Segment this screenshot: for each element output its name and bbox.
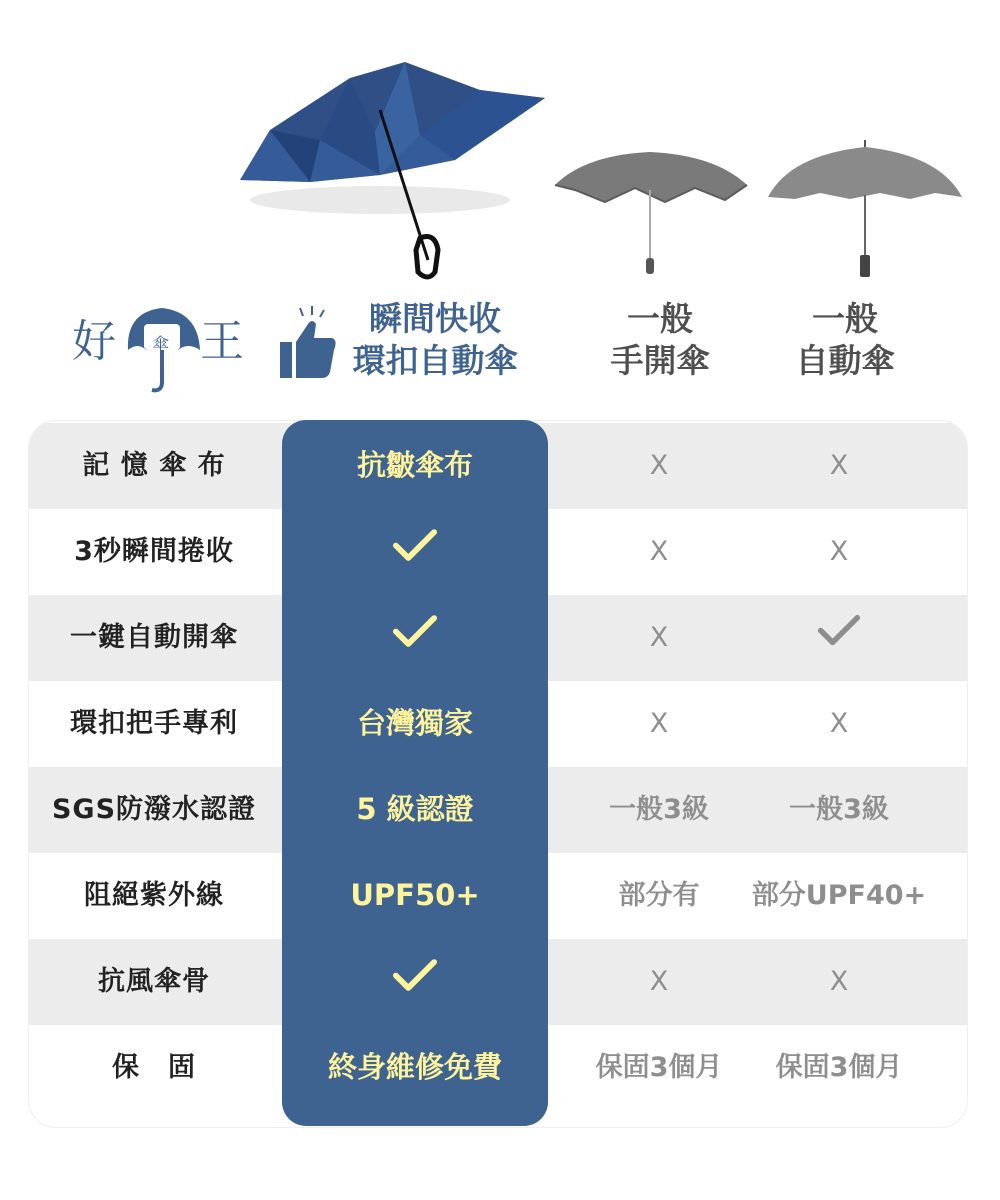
- check-icon: [749, 595, 929, 681]
- featured-cell: UPF50+: [350, 878, 480, 912]
- row-feature-label: 記 憶 傘 布: [82, 450, 226, 481]
- brand-mark-char: 傘: [152, 335, 169, 355]
- row-feature-label: 保 固: [112, 1052, 196, 1083]
- brand-logo: [70, 300, 270, 395]
- auto-cell: 部分UPF40+: [751, 880, 927, 911]
- featured-cell: 5 級認證: [356, 792, 474, 826]
- manual-cell: 一般3級: [609, 794, 709, 825]
- header-featured-line-1: 瞬間快收: [369, 299, 501, 338]
- header-manual-umbrella: [570, 298, 750, 382]
- manual-umbrella-image: [545, 140, 755, 290]
- manual-cell: X: [649, 536, 669, 567]
- brand-right-char: 王: [200, 316, 244, 367]
- header-manual-line-1: 一般: [627, 299, 693, 338]
- auto-cell: 一般3級: [789, 794, 889, 825]
- header-auto-umbrella: [755, 298, 935, 382]
- check-icon: [282, 508, 548, 594]
- header-manual-line-2: 手開傘: [610, 341, 710, 380]
- auto-cell: 保固3個月: [775, 1052, 903, 1083]
- featured-cell: 終身維修免費: [327, 1050, 502, 1084]
- manual-cell: X: [649, 450, 669, 481]
- row-feature-label: 抗風傘骨: [98, 966, 210, 997]
- umbrella-icon: [122, 302, 204, 394]
- manual-cell: X: [649, 708, 669, 739]
- row-feature-label: 環扣把手專利: [70, 708, 238, 739]
- auto-cell: X: [829, 450, 849, 481]
- featured-cell: 抗皺傘布: [356, 448, 473, 482]
- header-auto-line-2: 自動傘: [795, 341, 895, 380]
- manual-cell: 保固3個月: [595, 1052, 723, 1083]
- thumbs-up-icon: [278, 306, 338, 380]
- manual-cell: 部分有: [618, 880, 700, 911]
- header-featured-product: [330, 298, 540, 382]
- auto-cell: X: [829, 536, 849, 567]
- row-feature-label: 阻絕紫外線: [84, 880, 224, 911]
- brand-left-char: 好: [72, 316, 116, 367]
- featured-umbrella-image: [230, 50, 560, 290]
- manual-cell: X: [649, 966, 669, 997]
- manual-cell: X: [649, 622, 669, 653]
- row-feature-label: 3秒瞬間捲收: [74, 536, 234, 567]
- auto-cell: X: [829, 708, 849, 739]
- check-icon: [282, 938, 548, 1024]
- auto-cell: X: [829, 966, 849, 997]
- header-auto-line-1: 一般: [812, 299, 878, 338]
- featured-cell: 台灣獨家: [356, 706, 473, 740]
- row-feature-label: 一鍵自動開傘: [70, 622, 238, 653]
- row-feature-label: SGS防潑水認證: [51, 794, 257, 825]
- auto-umbrella-image: [760, 135, 970, 285]
- check-icon: [282, 594, 548, 680]
- header-featured-line-2: 環扣自動傘: [352, 341, 518, 380]
